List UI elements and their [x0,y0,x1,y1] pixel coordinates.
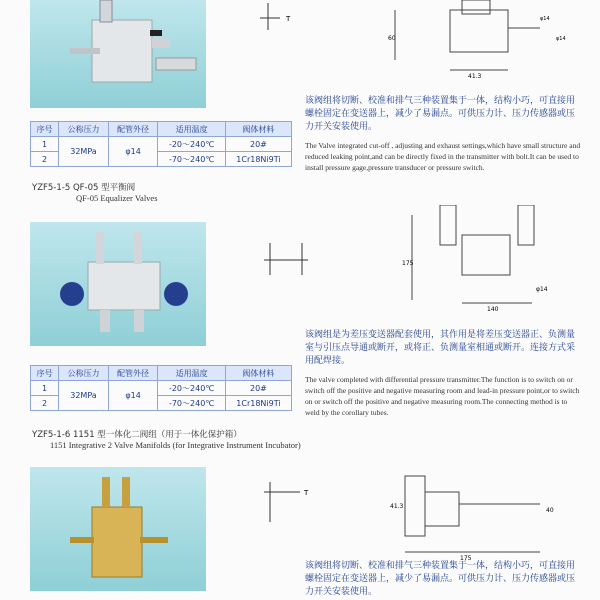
desc-2 [305,329,581,418]
dim-label-3a: 175 [460,555,472,562]
dimension-drawing-1 [240,0,570,85]
th-pressure: 公称压力 [59,366,109,381]
th-pipe: 配管外径 [108,122,158,137]
spec-table-1 [30,121,292,167]
cell-no: 2 [31,152,59,167]
section-title-2 [32,181,158,203]
dim-label-2b: 140 [487,306,499,313]
cell-temp: -70～240℃ [158,396,225,411]
th-temp: 适用温度 [158,122,225,137]
dim-label-2a: 175 [402,260,414,267]
cell-no: 1 [31,381,59,396]
desc-1 [305,95,581,173]
th-no: 序号 [31,366,59,381]
cell-temp: -20～240℃ [158,381,225,396]
desc-1-cn: 该阀组将切断、校准和排气三种装置集于一体，结构小巧，可直接用螺栓固定在变送器上，减少了易漏点。可供压力计、压力传感器或压力开关安装使用。 [305,96,576,132]
dim-label-1b: 41.3 [468,73,482,80]
title-3-en: 1151 Integrative 2 Valve Manifolds (for Integrative Instrument Incubator) [50,440,301,450]
cell-temp: -70～240℃ [158,152,225,167]
desc-3 [305,560,581,599]
cell-pressure: 32MPa [59,137,109,167]
dim-label-1d: φ14 [556,36,566,42]
svg-text:T: T [286,15,291,23]
dimension-drawing-2 [240,205,570,317]
cell-no: 2 [31,396,59,411]
cell-material: 20# [225,381,291,396]
valve-image-2 [30,222,206,346]
th-material: 阀体材料 [225,366,291,381]
valve-image-1 [30,0,206,108]
desc-2-en: The valve completed with differential pressure transmitter.The function is to switch on or switch off the positive and negative measuring room and lead-in pressure point,or to switch on or switch off the positive and negative measuring room.The connecting method is to weld by the corollary tubes. [305,375,580,417]
desc-2-cn: 该阀组是为差压变送器配套使用，其作用是将差压变送器正、负测量室与引压点导通或断开，或将正、负测量室相通或断开。连接方式采用配焊接。 [305,330,576,366]
cell-pressure: 32MPa [59,381,109,411]
dim-label-2c: φ14 [536,286,548,293]
section-title-3 [32,428,301,450]
title-2-cn: YZF5-1-5 QF-05 型平衡阀 [32,183,136,193]
dimension-drawing-3 [240,452,570,562]
dim-label-1a: 60 [388,35,396,42]
spec-table-2 [30,365,292,411]
cell-material: 1Cr18Ni9Ti [225,152,291,167]
cell-material: 20# [225,137,291,152]
dim-label-3c: 40 [546,507,554,514]
th-temp: 适用温度 [158,366,225,381]
cell-material: 1Cr18Ni9Ti [225,396,291,411]
desc-3-cn: 该阀组将切断、校准和排气三种装置集于一体，结构小巧，可直接用螺栓固定在变送器上，减少了易漏点。可供压力计、压力传感器或压力开关安装使用。 [305,561,576,597]
svg-text:T: T [304,489,309,497]
th-pressure: 公称压力 [59,122,109,137]
th-material: 阀体材料 [225,122,291,137]
cell-pipe: φ14 [108,381,158,411]
dim-label-1c: φ14 [540,16,550,22]
title-3-cn: YZF5-1-6 1151 型一体化二阀组（用于一体化保护箱） [32,430,242,440]
cell-no: 1 [31,137,59,152]
valve-photo-2 [30,222,206,346]
valve-photo-3 [30,467,206,591]
desc-1-en: The Valve integrated cut-off , adjusting and exhaust settings,which have small structure and reduced leaking point,and can be directly fixed in the transmitter with bolt.It can be used to install pressure gage,pressure transducer or pressure switch. [305,141,581,172]
valve-photo-1 [30,0,206,108]
valve-image-3 [30,467,206,591]
th-no: 序号 [31,122,59,137]
th-pipe: 配管外径 [108,366,158,381]
dim-label-3b: 41.3 [390,503,404,510]
cell-pipe: φ14 [108,137,158,167]
title-2-en: QF-05 Equalizer Valves [76,193,158,203]
cell-temp: -20～240℃ [158,137,225,152]
